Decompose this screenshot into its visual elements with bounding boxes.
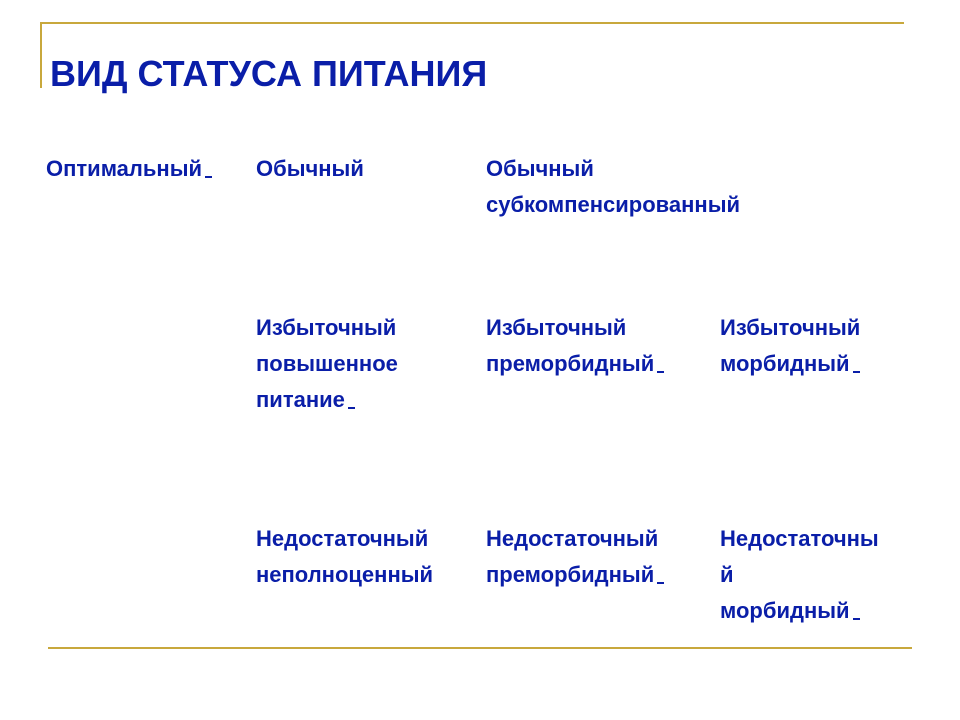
- status-excess-premorbid: [486, 310, 664, 382]
- status-line: субкомпенсированный: [486, 192, 741, 217]
- underscore-mark: [205, 176, 212, 178]
- status-line: повышенное: [256, 351, 398, 376]
- status-line: й: [720, 562, 734, 587]
- top-rule: [40, 22, 904, 24]
- status-line: преморбидный: [486, 557, 664, 593]
- status-line: Недостаточны: [720, 526, 879, 551]
- status-deficient-premorbid: [486, 521, 664, 593]
- status-line: Оптимальный: [46, 151, 212, 187]
- status-line: преморбидный: [486, 346, 664, 382]
- status-excess-increased: [256, 310, 398, 418]
- slide-title: ВИД СТАТУСА ПИТАНИЯ: [50, 53, 488, 94]
- status-line: Избыточный: [486, 315, 627, 340]
- status-normal-subcompensated: [486, 151, 740, 223]
- underscore-mark: [348, 407, 355, 409]
- status-line: Избыточный: [256, 315, 397, 340]
- underscore-mark: [657, 582, 664, 584]
- status-line: Обычный: [486, 156, 594, 181]
- status-line: Недостаточный: [486, 526, 659, 551]
- left-rule: [40, 22, 42, 88]
- status-line: Недостаточный: [256, 526, 429, 551]
- status-line: Избыточный: [720, 315, 861, 340]
- status-deficient-morbid: [720, 521, 879, 629]
- underscore-mark: [657, 371, 664, 373]
- underscore-mark: [853, 618, 860, 620]
- bottom-rule: [48, 647, 912, 649]
- status-line: Обычный: [256, 156, 364, 181]
- status-normal: [256, 151, 364, 187]
- status-line: неполноценный: [256, 562, 434, 587]
- status-line: морбидный: [720, 346, 860, 382]
- status-line: морбидный: [720, 593, 879, 629]
- underscore-mark: [853, 371, 860, 373]
- status-line: питание: [256, 382, 398, 418]
- status-excess-morbid: [720, 310, 860, 382]
- status-deficient-incomplete: [256, 521, 433, 593]
- status-optimal: [46, 151, 212, 187]
